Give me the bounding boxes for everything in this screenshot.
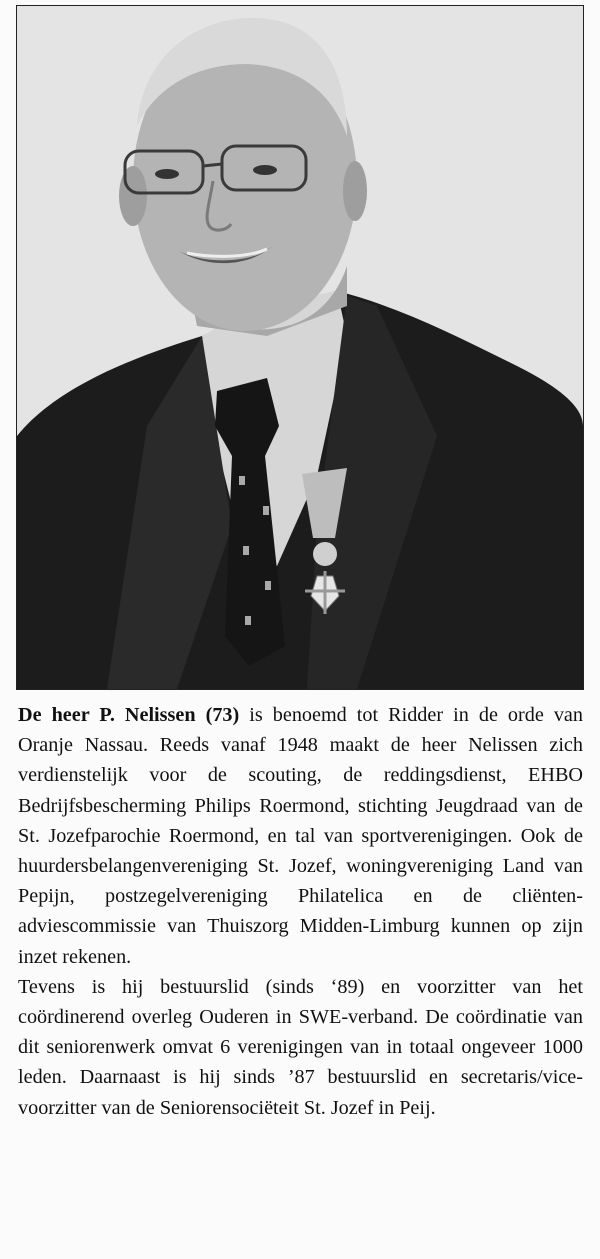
article-caption <box>18 700 583 1123</box>
portrait-photo <box>16 5 584 690</box>
caption-paragraph-2: Tevens is hij bestuurslid (sinds ‘89) en voorzitter van het coördinerend overleg Ouderen in SWE-verband. De coördinatie van dit seniorenwerk omvat 6 verenigingen van in totaal ongeveer 1000 leden. Daarnaast is hij sinds ’87 bestuurslid en secretaris/vice-voorzitter van de Seniorensociëteit St. Jozef in Peij. <box>18 975 583 1119</box>
caption-paragraph-1-text: is benoemd tot Ridder in de orde van Oranje Nassau. Reeds vanaf 1948 maakt de heer Nelissen zich verdienstelijk voor de scouting, de reddingsdienst, EHBO Bedrijfsbescherming Philips Roermond, stichting Jeugdraad van de St. Jozefparochie Roermond, en tal van sportverenigingen. Ook de huurdersbelangenvereniging St. Jozef, woningvereniging Land van Pepijn, postzegelvereniging Philatelica en de cliënten-adviescommissie van Thuiszorg Midden-Limburg kunnen op zijn inzet rekenen. <box>18 704 583 968</box>
portrait-photo-icon <box>17 6 583 689</box>
person-name-heading: De heer P. Nelissen (73) <box>18 704 240 726</box>
caption-paragraph-1 <box>18 700 583 972</box>
